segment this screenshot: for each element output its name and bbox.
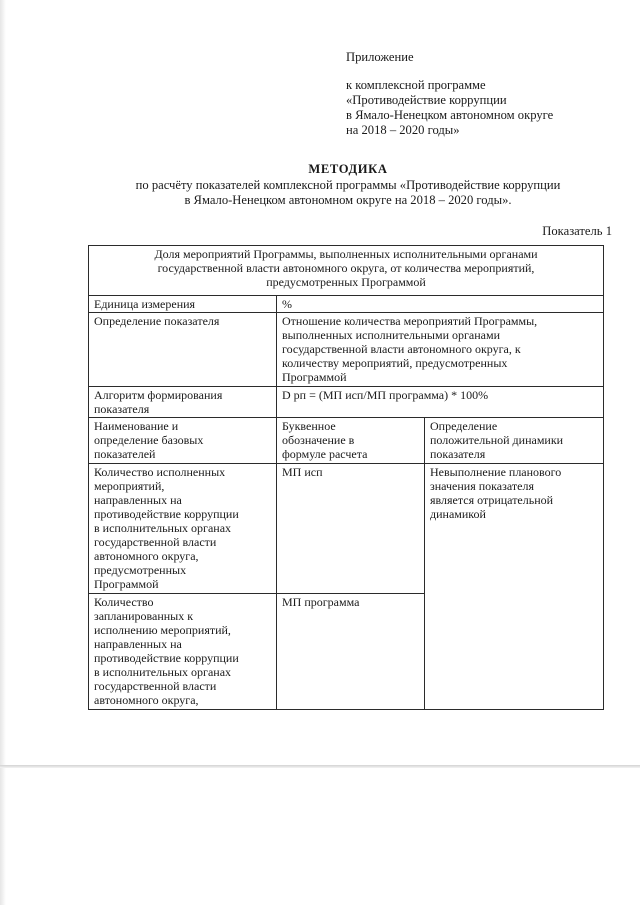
base-header-row xyxy=(89,418,604,464)
base-dynamics-header-line: положительной динамики xyxy=(430,433,564,447)
dynamics-line: является отрицательной xyxy=(430,493,554,507)
base-row-name xyxy=(89,464,277,594)
base-row-name-line: исполнению мероприятий, xyxy=(94,623,231,637)
base-row-name-line: в исполнительных органах xyxy=(94,521,232,535)
base-symbol-header-line: Буквенное xyxy=(282,419,336,433)
table-row xyxy=(89,464,604,594)
base-dynamics-header xyxy=(425,418,604,464)
base-row-name-line: Количество xyxy=(94,595,154,609)
base-symbol-header-line: обозначение в xyxy=(282,433,355,447)
base-row-name-line: направленных на xyxy=(94,493,182,507)
algorithm-row xyxy=(89,387,604,418)
indicator-name-line: Доля мероприятий Программы, выполненных исполнительными органами xyxy=(154,247,538,261)
base-name-header-line: показателей xyxy=(94,447,156,461)
base-row-name-line: в исполнительных органах xyxy=(94,665,232,679)
base-row-name-line: автономного округа, xyxy=(94,693,199,707)
approval-block xyxy=(346,50,636,138)
unit-value: % xyxy=(277,296,604,313)
definition-line: Отношение количества мероприятий Программы, xyxy=(282,314,538,328)
definition-line: государственной власти автономного округа, к xyxy=(282,342,521,356)
base-row-symbol: МП исп xyxy=(277,464,425,594)
definition-row xyxy=(89,313,604,387)
table-header-row xyxy=(89,246,604,296)
indicator-name-line: предусмотренных Программой xyxy=(266,275,426,289)
algorithm-label-line: показателя xyxy=(94,402,150,416)
dynamics-line: Невыполнение планового xyxy=(430,465,562,479)
definition-line: Программой xyxy=(282,370,347,384)
base-row-name-line: запланированных к xyxy=(94,609,194,623)
document-title-block xyxy=(80,162,616,208)
base-row-name-line: автономного округа, xyxy=(94,549,199,563)
base-row-name xyxy=(89,594,277,710)
base-row-name-line: государственной власти xyxy=(94,535,217,549)
document-subtitle-line: в Ямало-Ненецком автономном округе на 2018 – 2020 годы». xyxy=(184,193,512,207)
unit-row xyxy=(89,296,604,313)
definition-line: выполненных исполнительными органами xyxy=(282,328,501,342)
dynamics-line: значения показателя xyxy=(430,479,534,493)
document-subtitle-line: по расчёту показателей комплексной программы «Противодействие коррупции xyxy=(135,178,561,192)
approval-heading: Приложение xyxy=(346,50,414,64)
algorithm-formula: D рп = (МП исп/МП программа) * 100% xyxy=(277,387,604,418)
dynamics-line: динамикой xyxy=(430,507,486,521)
base-row-name-line: противодействие коррупции xyxy=(94,507,239,521)
approval-line: на 2018 – 2020 годы» xyxy=(346,123,460,137)
scan-page-edge xyxy=(0,765,640,768)
approval-line: в Ямало-Ненецком автономном округе xyxy=(346,108,554,122)
base-name-header xyxy=(89,418,277,464)
document-title: МЕТОДИКА xyxy=(308,162,388,176)
base-row-name-line: предусмотренных xyxy=(94,563,187,577)
indicator-name-cell xyxy=(89,246,604,296)
algorithm-label xyxy=(89,387,277,418)
base-row-name-line: направленных на xyxy=(94,637,182,651)
approval-line: к комплексной программе xyxy=(346,78,486,92)
base-name-header-line: Наименование и xyxy=(94,419,179,433)
unit-label: Единица измерения xyxy=(89,296,277,313)
definition-label: Определение показателя xyxy=(89,313,277,387)
base-row-symbol: МП программа xyxy=(277,594,425,710)
base-name-header-line: определение базовых xyxy=(94,433,204,447)
base-row-name-line: Количество исполненных xyxy=(94,465,226,479)
scan-edge xyxy=(0,0,6,905)
base-row-name-line: противодействие коррупции xyxy=(94,651,239,665)
definition-line: количеству мероприятий, предусмотренных xyxy=(282,356,508,370)
methodology-table xyxy=(88,245,604,710)
base-row-name-line: государственной власти xyxy=(94,679,217,693)
definition-value xyxy=(277,313,604,387)
base-row-name-line: мероприятий, xyxy=(94,479,165,493)
algorithm-label-line: Алгоритм формирования xyxy=(94,388,223,402)
base-row-name-line: Программой xyxy=(94,577,159,591)
positive-dynamics-cell xyxy=(425,464,604,710)
base-dynamics-header-line: Определение xyxy=(430,419,498,433)
base-symbol-header xyxy=(277,418,425,464)
indicator-name-line: государственной власти автономного округа, от количества мероприятий, xyxy=(157,261,535,275)
base-symbol-header-line: формуле расчета xyxy=(282,447,368,461)
indicator-label: Показатель 1 xyxy=(542,224,612,238)
base-dynamics-header-line: показателя xyxy=(430,447,486,461)
approval-line: «Противодействие коррупции xyxy=(346,93,507,107)
